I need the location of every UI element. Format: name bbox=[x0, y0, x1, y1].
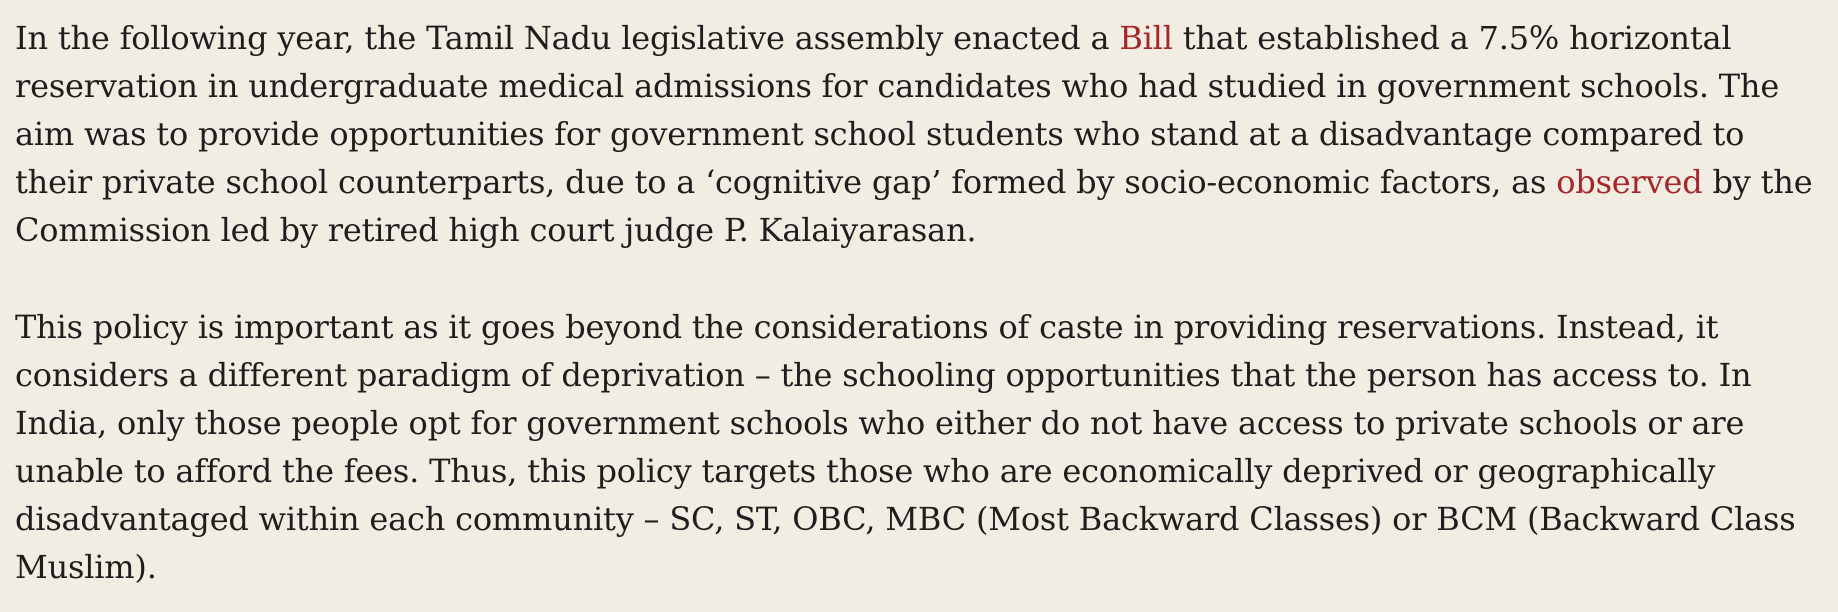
paragraph-1-text-3: by the Commission led by retired high court judge P. Kalaiyarasan. bbox=[15, 163, 1813, 249]
paragraph-1 bbox=[15, 14, 1827, 254]
paragraph-1-text-1: In the following year, the Tamil Nadu legislative assembly enacted a bbox=[15, 19, 1120, 57]
bill-link[interactable]: Bill bbox=[1119, 19, 1173, 57]
paragraph-2-text: This policy is important as it goes beyond the considerations of caste in providing reservations. Instead, it considers a different paradigm of deprivation – the schooling opportunities that the person has access to. In India, only those people opt for government schools who either do not have access to private schools or are unable to afford the fees. Thus, this policy targets those who are economically deprived or geographically disadvantaged within each community – SC, ST, OBC, MBC (Most Backward Classes) or BCM (Backward Class Muslim). bbox=[15, 308, 1796, 586]
article-body bbox=[15, 14, 1827, 591]
paragraph-2 bbox=[15, 303, 1827, 591]
observed-link[interactable]: observed bbox=[1556, 163, 1703, 201]
paragraph-1-text-2: that established a 7.5% horizontal reservation in undergraduate medical admissions for candidates who had studied in government schools. The aim was to provide opportunities for government school students who stand at a disadvantage compared to their private school counterparts, due to a ‘cognitive gap’ formed by socio-economic factors, as bbox=[15, 19, 1780, 201]
